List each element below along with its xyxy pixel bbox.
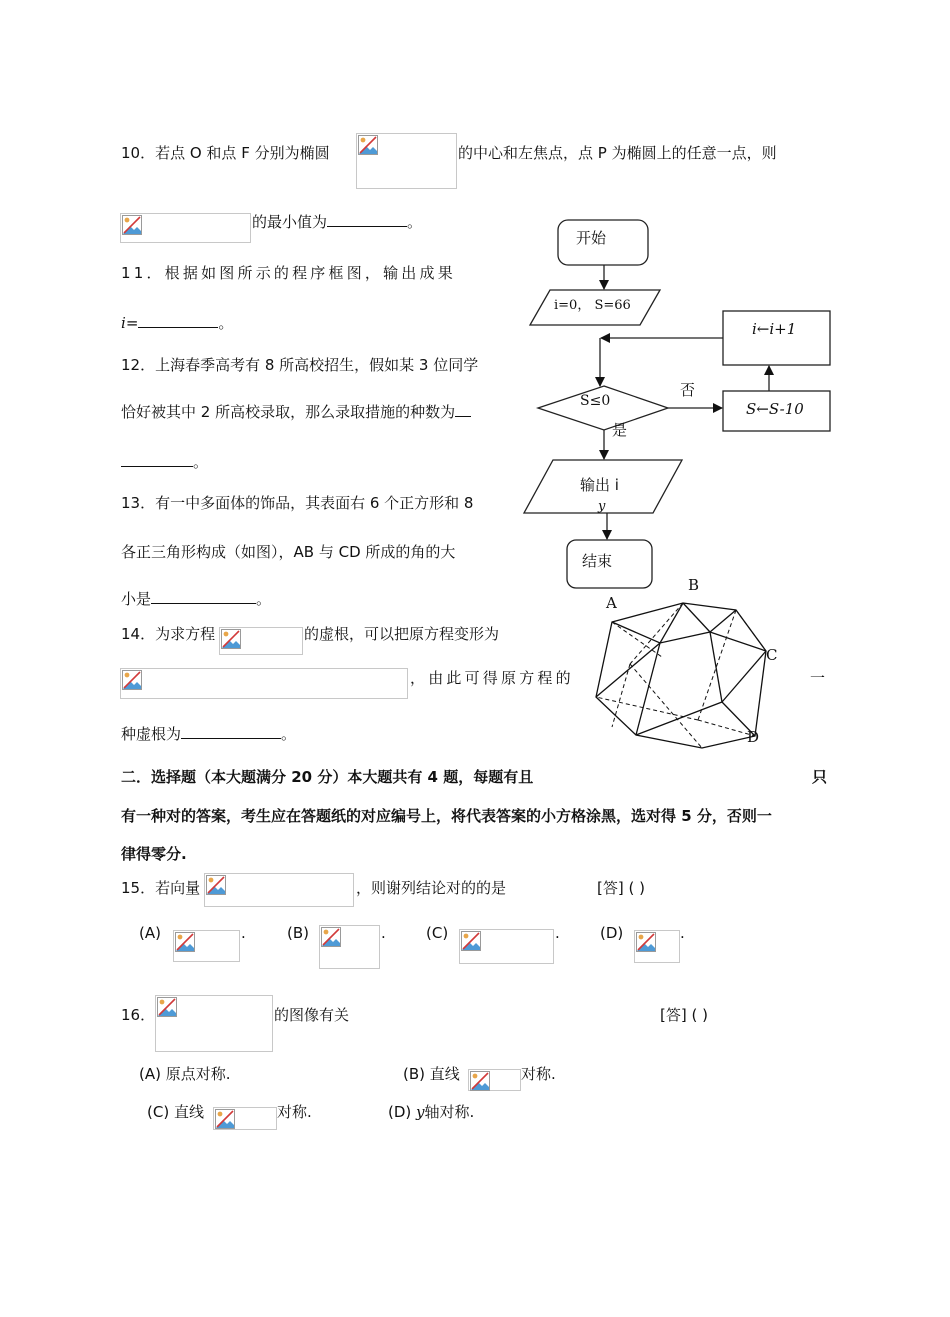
q13-line1: 13．有一中多面体的饰品，其表面右 6 个正方形和 8: [121, 494, 474, 512]
q16-option-c-b: 对称.: [277, 1103, 312, 1121]
label-b: B: [688, 576, 700, 594]
q16-answer: [答] ( ): [660, 1006, 708, 1024]
formula-image: [213, 1107, 277, 1130]
flow-update-label: S←S-10: [746, 400, 804, 418]
flow-output-sub-label: y: [598, 499, 606, 514]
flow-increment-label: i←i+1: [752, 320, 797, 338]
q15-stem-a: 15．若向量: [121, 879, 201, 897]
q15-option-a-label: (A): [139, 924, 161, 942]
answer-blank: [121, 452, 193, 467]
formula-image: [120, 213, 251, 243]
answer-blank: [455, 402, 471, 417]
flow-init-label: i=0， S=66: [554, 298, 631, 313]
q16-option-d: [388, 1102, 474, 1122]
broken-image-icon: [321, 927, 341, 947]
formula-image: [319, 925, 380, 969]
flow-start-label: 开始: [576, 229, 607, 247]
broken-image-icon: [122, 215, 142, 235]
q11-line2: [121, 313, 233, 333]
answer-blank: [138, 313, 218, 328]
broken-image-icon: [470, 1071, 490, 1091]
q14-line2-b: ，由此可得原方程的: [410, 669, 574, 687]
flow-yes-label: 是: [612, 421, 628, 439]
label-d: D: [747, 728, 760, 746]
formula-image: [120, 668, 408, 699]
section2-line1-b: 只: [812, 768, 828, 786]
q15-option-d-label: (D): [600, 924, 624, 942]
formula-image: [634, 930, 680, 963]
q11-period: 。: [218, 314, 234, 332]
label-a: A: [606, 594, 617, 612]
broken-image-icon: [358, 135, 378, 155]
q14-line1-b: 的虚根，可以把原方程变形为: [304, 625, 500, 643]
section2-line1-a: 二．选择题（本大题满分 20 分）本大题共有 4 题，每题有且: [121, 768, 534, 786]
q12-line1: 12．上海春季高考有 8 所高校招生，假如某 3 位同学: [121, 356, 479, 374]
q16-option-b-b: 对称.: [521, 1065, 556, 1083]
q15-option-d-dot: .: [680, 924, 685, 942]
q16-option-d-var: y: [416, 1103, 425, 1121]
q15-option-b-dot: .: [381, 924, 386, 942]
formula-image: [173, 930, 240, 962]
q12-line2-text: 恰好被其中 2 所高校录取，那么录取措施的种数为: [121, 403, 456, 421]
q10-line1-a: 10．若点 O 和点 F 分别为椭圆: [121, 144, 330, 162]
q16-option-a: (A) 原点对称.: [139, 1065, 231, 1083]
q15-option-c-label: (C): [426, 924, 449, 942]
q15-answer: [答] ( ): [597, 879, 645, 897]
section2-line2: 有一种对的答案，考生应在答题纸的对应编号上，将代表答案的小方格涂黑，选对得 5 分，否则一: [121, 807, 772, 825]
q16-option-c-a: (C) 直线: [147, 1103, 204, 1121]
broken-image-icon: [157, 997, 177, 1017]
q10-line1-b: 的中心和左焦点，点 P 为椭圆上的任意一点，则: [458, 144, 777, 162]
q10-line2: [252, 212, 422, 232]
broken-image-icon: [122, 670, 142, 690]
broken-image-icon: [636, 932, 656, 952]
broken-image-icon: [175, 932, 195, 952]
formula-image: [219, 627, 303, 655]
q13-line2: 各正三角形构成（如图），AB 与 CD 所成的角的大: [121, 543, 456, 561]
q14-line3-text: 种虚根为: [121, 725, 182, 743]
q15-option-a-dot: .: [241, 924, 246, 942]
q16-option-d-text: 轴对称.: [424, 1103, 475, 1121]
answer-blank: [151, 589, 256, 604]
answer-blank: [181, 724, 281, 739]
flow-no-label: 否: [680, 381, 696, 399]
q15-stem-b: ，则谢列结论对的的是: [356, 879, 507, 897]
q11-var: i: [121, 314, 126, 332]
flowchart-diagram: [520, 210, 850, 595]
broken-image-icon: [461, 931, 481, 951]
q16-stem-a: 16．: [121, 1006, 156, 1024]
formula-image: [204, 873, 354, 907]
section2-line3: 律得零分.: [121, 845, 187, 863]
q12-line3: [121, 452, 208, 472]
q15-option-c-dot: .: [555, 924, 560, 942]
q13-line3-text: 小是: [121, 590, 152, 608]
flow-condition-label: S≤0: [580, 393, 611, 409]
flow-output-label: 输出 i: [580, 476, 619, 494]
formula-image: [356, 133, 457, 189]
formula-image: [155, 995, 273, 1052]
q16-stem-b: 的图像有关: [274, 1006, 350, 1024]
answer-blank: [327, 212, 407, 227]
q14-line1-a: 14．为求方程: [121, 625, 216, 643]
broken-image-icon: [221, 629, 241, 649]
q11-line1: 11．根据如图所示的程序框图，输出成果: [121, 264, 456, 282]
formula-image: [468, 1069, 521, 1091]
broken-image-icon: [206, 875, 226, 895]
q11-eq: =: [125, 314, 139, 332]
label-c: C: [766, 646, 778, 664]
formula-image: [459, 929, 554, 964]
q12-line2: [121, 402, 471, 422]
q15-option-b-label: (B): [287, 924, 309, 942]
q14-line3: [121, 724, 296, 744]
q12-period: 。: [193, 453, 209, 471]
q16-option-b-a: (B) 直线: [403, 1065, 460, 1083]
q13-line3: [121, 589, 271, 609]
q13-period: 。: [256, 590, 272, 608]
q10-period: 。: [407, 213, 423, 231]
q10-min-text: 的最小值为: [252, 213, 328, 231]
flow-end-label: 结束: [582, 552, 613, 570]
polyhedron-diagram: [590, 572, 805, 752]
q14-period: 。: [281, 725, 297, 743]
q16-option-d-label: (D): [388, 1103, 417, 1121]
q14-line2-c: 一: [810, 669, 826, 687]
broken-image-icon: [215, 1109, 235, 1129]
